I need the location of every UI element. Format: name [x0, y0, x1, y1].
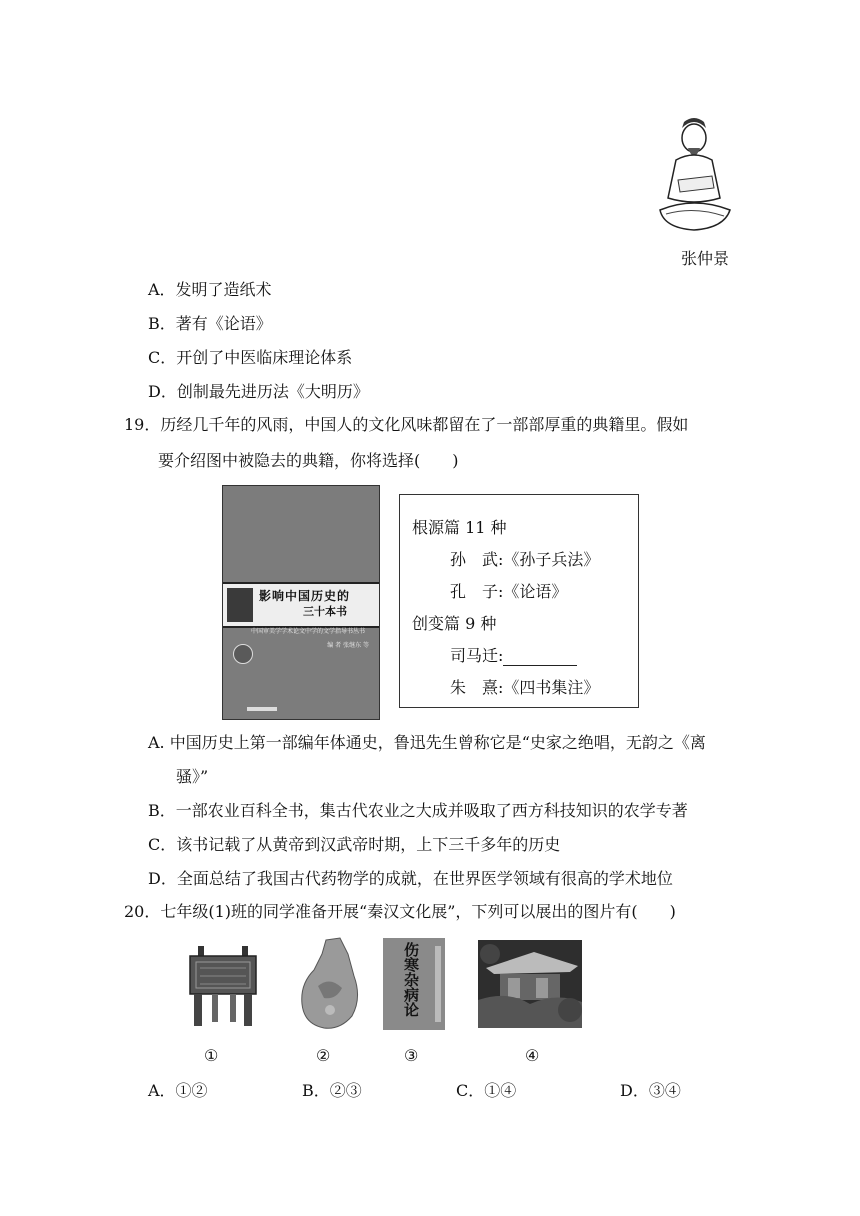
- q19-stem-line1: 19．历经几千年的风雨，中国人的文化风味都留在了一部部厚重的典籍里。假如: [124, 415, 689, 434]
- q20-option-a: A．①②: [148, 1081, 208, 1100]
- jade-ornament-image: [296, 936, 366, 1032]
- calligraphy-image: [383, 938, 445, 1030]
- publisher-seal-icon: [233, 644, 253, 664]
- publisher-mark: [247, 707, 277, 711]
- answer-blank: [503, 647, 577, 666]
- q18-option-d: D．创制最先进历法《大明历》: [148, 382, 369, 401]
- q20-option-d: D．③④: [620, 1081, 681, 1100]
- q19-option-d: D．全面总结了我国古代药物学的成就，在世界医学领域有很高的学术地位: [148, 869, 673, 888]
- box-line-2: 孙 武:《孙子兵法》: [450, 550, 600, 569]
- q19-option-a-line2: 骚》”: [176, 767, 209, 786]
- book-title-2: 三十本书: [303, 605, 347, 618]
- book-title-band: [223, 582, 379, 628]
- box-line-3: 孔 子:《论语》: [450, 582, 568, 601]
- book-authors: 编 者 张继东 等: [327, 642, 369, 649]
- q18-option-c: C．开创了中医临床理论体系: [148, 348, 353, 367]
- q19-option-a-line1: A. 中国历史上第一部编年体通史，鲁迅先生曾称它是“史家之绝唱，无韵之《离: [148, 733, 706, 752]
- box-line-5: [450, 643, 577, 666]
- q19-option-c: C．该书记载了从黄帝到汉武帝时期，上下三千多年的历史: [148, 835, 561, 854]
- book-cover-photo: [227, 588, 253, 622]
- book-list-box: [399, 494, 639, 708]
- q20-option-b: B．②③: [302, 1081, 362, 1100]
- portrait-caption: 张仲景: [681, 249, 730, 268]
- bronze-ding-image: [186, 946, 260, 1028]
- pavilion-photo-image: [478, 940, 582, 1028]
- q20-option-c: C．①④: [456, 1081, 517, 1100]
- q18-option-b: B．著有《论语》: [148, 314, 272, 333]
- picture-number-1: ①: [204, 1046, 219, 1065]
- picture-number-4: ④: [525, 1046, 540, 1065]
- box-line-1: 根源篇 11 种: [412, 518, 507, 537]
- picture-number-3: ③: [404, 1046, 419, 1065]
- q18-option-a: A．发明了造纸术: [148, 280, 272, 299]
- box-line-4: 创变篇 9 种: [412, 614, 497, 633]
- book-title: 影响中国历史的: [259, 589, 351, 603]
- q19-stem-line2: 要介绍图中被隐去的典籍，你将选择( ): [158, 451, 459, 470]
- zhang-zhongjing-portrait: [654, 114, 734, 232]
- calligraphy-text: 伤寒杂病论: [402, 942, 420, 1017]
- q20-stem: 20．七年级(1)班的同学准备开展“秦汉文化展”，下列可以展出的图片有( ): [124, 902, 676, 921]
- book-cover-image: [222, 485, 380, 720]
- book-subtitle: 中国审美学学术论文中学的文学指导书丛书: [251, 628, 366, 635]
- picture-number-2: ②: [316, 1046, 331, 1065]
- box-line-5-label: 司马迁:: [450, 646, 504, 665]
- box-line-6: 朱 熹:《四书集注》: [450, 678, 600, 697]
- q19-option-b: B．一部农业百科全书，集古代农业之大成并吸取了西方科技知识的农学专著: [148, 801, 688, 820]
